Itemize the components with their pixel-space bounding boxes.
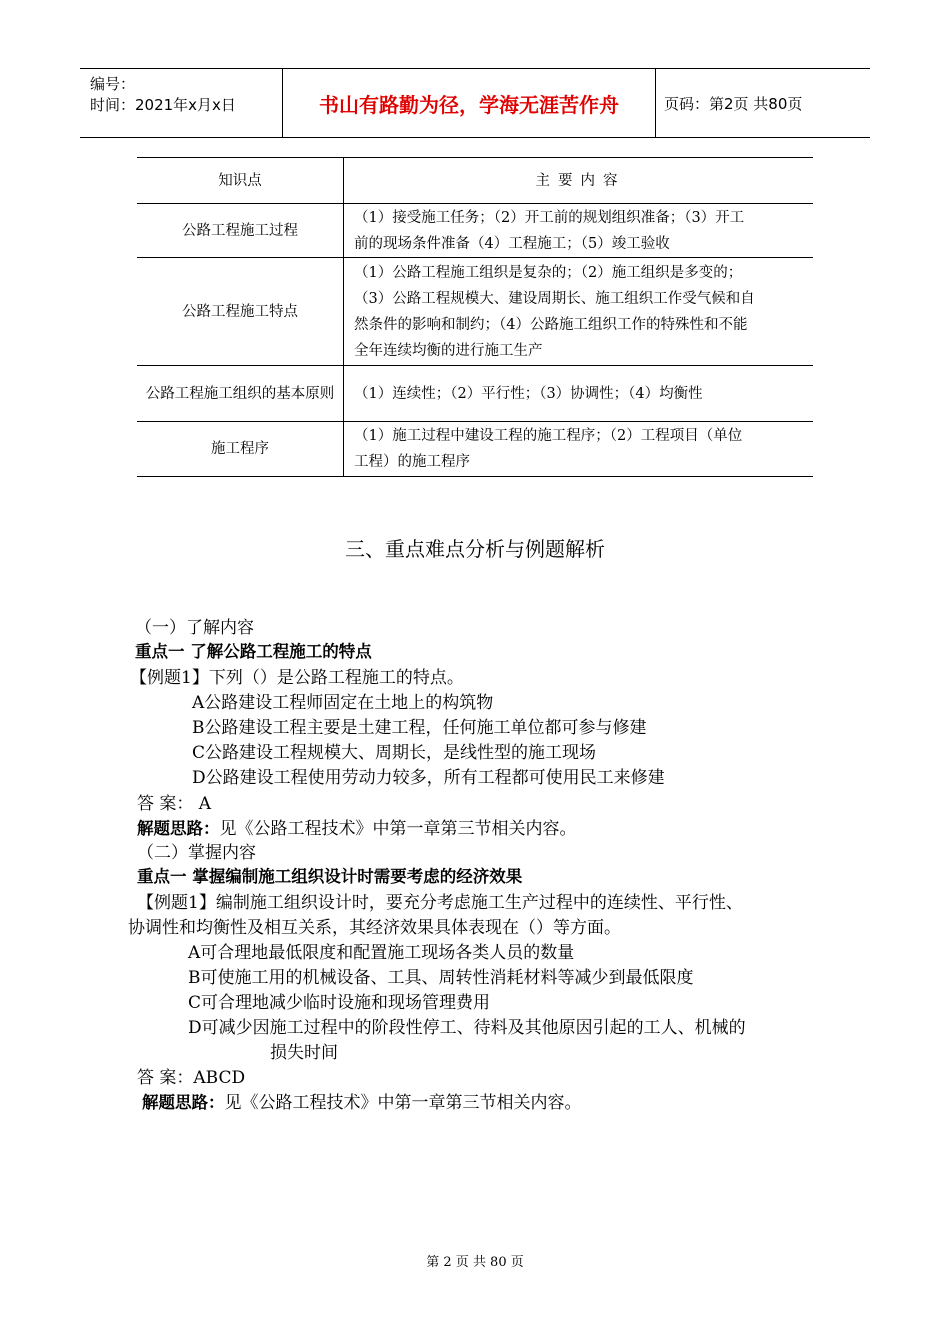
part1-option-c: C公路建设工程规模大、周期长，是线性型的施工现场 xyxy=(192,743,597,763)
content-line: （1）连续性；（2）平行性；（3）协调性；（4）均衡性 xyxy=(354,385,703,402)
row-content xyxy=(344,422,814,477)
part2-option-b: B可使施工用的机械设备、工具、周转性消耗材料等减少到最低限度 xyxy=(188,968,694,988)
part1-option-d: D公路建设工程使用劳动力较多，所有工程都可使用民工来修建 xyxy=(192,768,665,788)
part1-key-point: 重点一 了解公路工程施工的特点 xyxy=(135,642,372,661)
part2-option-d-cont: 损失时间 xyxy=(270,1043,338,1063)
row-topic: 公路工程施工特点 xyxy=(137,258,344,366)
content-line: 工程）的施工程序 xyxy=(354,454,470,470)
part1-heading: （一）了解内容 xyxy=(135,618,254,638)
part2-analysis xyxy=(142,1088,582,1113)
row-topic: 公路工程施工组织的基本原则 xyxy=(137,366,344,422)
knowledge-table xyxy=(137,157,813,477)
row-content xyxy=(344,366,814,422)
section-title: 三、重点难点分析与例题解析 xyxy=(345,537,605,561)
part2-answer: 答 案：ABCD xyxy=(137,1068,246,1088)
content-line: （1）施工过程中建设工程的施工程序；（2）工程项目（单位 xyxy=(354,428,743,444)
content-line: 前的现场条件准备（4）工程施工；（5）竣工验收 xyxy=(354,235,670,252)
table-row xyxy=(137,258,813,366)
part1-question: 【例题1】下列（）是公路工程施工的特点。 xyxy=(130,668,464,688)
table-row xyxy=(137,204,813,258)
page-header xyxy=(80,68,870,138)
row-content xyxy=(344,258,814,366)
number-label: 编号： xyxy=(90,75,136,93)
table-header-row xyxy=(137,158,813,204)
row-topic: 施工程序 xyxy=(137,422,344,477)
part2-key-point: 重点一 掌握编制施工组织设计时需要考虑的经济效果 xyxy=(137,867,523,886)
part2-heading: （二）掌握内容 xyxy=(137,843,256,863)
content-line: （1）公路工程施工组织是复杂的；（2）施工组织是多变的； xyxy=(354,264,743,281)
header-motto: 书山有路勤为径，学海无涯苦作舟 xyxy=(282,69,656,137)
header-page-info: 页码：第2页 共80页 xyxy=(664,95,803,113)
part2-question-line1: 【例题1】编制施工组织设计时，要充分考虑施工生产过程中的连续性、平行性、 xyxy=(137,893,743,913)
table-row xyxy=(137,422,813,477)
part1-option-a: A公路建设工程师固定在土地上的构筑物 xyxy=(192,693,494,713)
header-meta xyxy=(90,74,236,116)
page-footer: 第 2 页 共 80 页 xyxy=(426,1255,524,1270)
analysis-label: 解题思路： xyxy=(142,1093,225,1112)
content-line: （3）公路工程规模大、建设周期长、施工组织工作受气候和自 xyxy=(354,290,755,307)
part2-option-a: A可合理地最低限度和配置施工现场各类人员的数量 xyxy=(188,943,575,963)
content-line: （1）接受施工任务；（2）开工前的规划组织准备；（3）开工 xyxy=(354,209,745,226)
part1-analysis xyxy=(137,814,577,839)
time-label: 时间：2021年x月x日 xyxy=(90,96,236,114)
part1-answer: 答 案： A xyxy=(137,794,212,814)
analysis-text: 见《公路工程技术》中第一章第三节相关内容。 xyxy=(219,819,577,839)
content-line: 然条件的影响和制约；（4）公路施工组织工作的特殊性和不能 xyxy=(354,316,748,333)
table-row xyxy=(137,366,813,422)
analysis-label: 解题思路： xyxy=(137,819,220,838)
table-header-topic: 知识点 xyxy=(137,158,344,204)
content-line: 全年连续均衡的进行施工生产 xyxy=(354,342,543,359)
table-header-content: 主要内容 xyxy=(344,158,814,204)
part2-question-line2: 协调性和均衡性及相互关系，其经济效果具体表现在（）等方面。 xyxy=(128,918,621,938)
row-content xyxy=(344,204,814,258)
part1-option-b: B公路建设工程主要是土建工程，任何施工单位都可参与修建 xyxy=(192,718,647,738)
row-topic: 公路工程施工过程 xyxy=(137,204,344,258)
analysis-text: 见《公路工程技术》中第一章第三节相关内容。 xyxy=(224,1093,582,1113)
part2-option-c: C可合理地减少临时设施和现场管理费用 xyxy=(188,993,491,1013)
part2-option-d: D可减少因施工过程中的阶段性停工、待料及其他原因引起的工人、机械的 xyxy=(188,1018,746,1038)
